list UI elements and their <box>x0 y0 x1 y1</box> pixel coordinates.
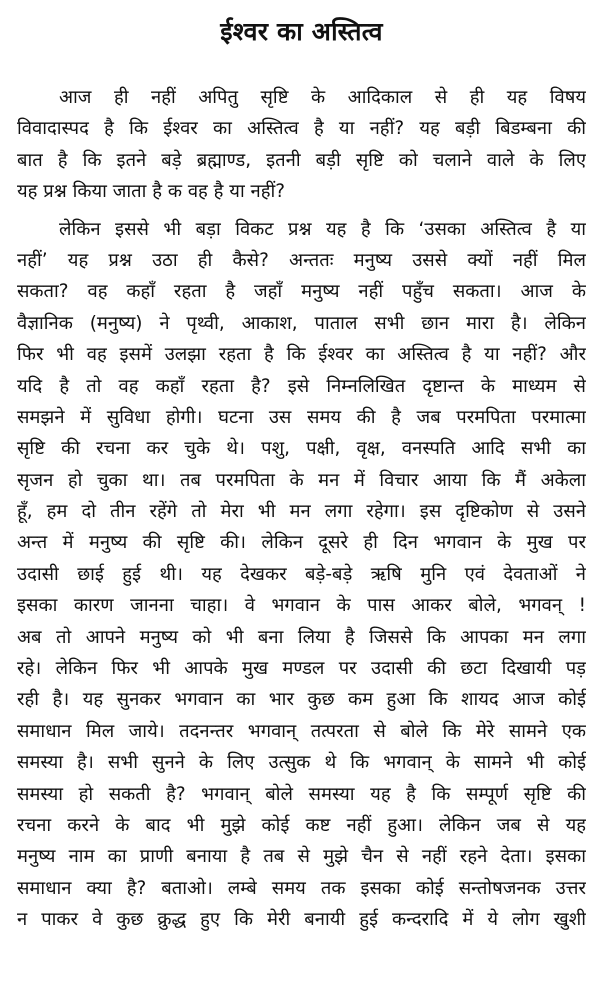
text-line: मनुष्य नाम का प्राणी बनाया है तब से मुझे चैन से नहीं रहने देता। इसका <box>17 846 586 868</box>
text-line: यदि है तो वह कहाँ रहता है? इसे निम्नलिखित दृष्टान्त के माध्यम से <box>17 375 586 397</box>
text-line: फिर भी वह इसमें उलझा रहता है कि ईश्वर का अस्तित्व है या नहीं? और <box>17 344 586 366</box>
text-line: रही है। यह सुनकर भगवान का भार कुछ कम हुआ कि शायद आज कोई <box>17 689 586 711</box>
page-title: ईश्वर का अस्तित्व <box>220 17 383 46</box>
paragraph-2 <box>17 214 586 936</box>
text-line: समस्या है। सभी सुनने के लिए उत्सुक थे कि भगवान् के सामने भी कोई <box>17 752 586 774</box>
paragraph-1 <box>17 82 586 208</box>
text-line: अब तो आपने मनुष्य को भी बना लिया है जिससे कि आपका मन लगा <box>17 626 586 648</box>
text-line: सृष्टि की रचना कर चुके थे। पशु, पक्षी, वृक्ष, वनस्पति आदि सभी का <box>17 438 586 460</box>
text-line: उदासी छाई हुई थी। यह देखकर बड़े-बड़े ऋषि मुनि एवं देवताओं ने <box>17 563 586 585</box>
text-line: रहे। लेकिन फिर भी आपके मुख मण्डल पर उदासी की छटा दिखायी पड़ <box>17 658 586 680</box>
text-line: नहीं’ यह प्रश्न उठा ही कैसे? अन्ततः मनुष्य उससे क्यों नहीं मिल <box>17 249 586 271</box>
text-line: रचना करने के बाद भी मुझे कोई कष्ट नहीं हुआ। लेकिन जब से यह <box>17 814 586 836</box>
text-line: हूँ, हम दो तीन रहेंगे तो मेरा भी मन लगा रहेगा। इस दृष्टिकोण से उसने <box>17 501 586 523</box>
text-line: बात है कि इतने बड़े ब्रह्माण्ड, इतनी बड़ी सृष्टि को चलाने वाले के लिए <box>17 149 586 171</box>
text-line: अन्त में मनुष्य की सृष्टि की। लेकिन दूसरे ही दिन भगवान के मुख पर <box>17 532 586 554</box>
text-line: न पाकर वे कुछ क्रुद्ध हुए कि मेरी बनायी हुई कन्दरादि में ये लोग खुशी <box>17 909 586 931</box>
text-line: आज ही नहीं अपितु सृष्टि के आदिकाल से ही यह विषय <box>59 87 586 108</box>
text-line: सृजन हो चुका था। तब परमपिता के मन में विचार आया कि मैं अकेला <box>17 469 586 491</box>
text-line: विवादास्पद है कि ईश्वर का अस्तित्व है या नहीं? यह बड़ी बिडम्बना की <box>17 118 586 140</box>
text-line: लेकिन इससे भी बड़ा विकट प्रश्न यह है कि ‘उसका अस्तित्व है या <box>59 218 586 240</box>
text-line: यह प्रश्न किया जाता है क वह है या नहीं? <box>17 181 286 203</box>
text-line: समाधान क्या है? बताओ। लम्बे समय तक इसका कोई सन्तोषजनक उत्तर <box>17 877 586 899</box>
text-line: समझने में सुविधा होगी। घटना उस समय की है जब परमपिता परमात्मा <box>17 406 586 428</box>
text-line: समाधान मिल जाये। तदनन्तर भगवान् तत्परता से बोले कि मेरे सामने एक <box>17 720 586 742</box>
text-line: समस्या हो सकती है? भगवान् बोले समस्या यह है कि सम्पूर्ण सृष्टि की <box>17 783 586 805</box>
text-line: वैज्ञानिक (मनुष्य) ने पृथ्वी, आकाश, पाताल सभी छान मारा है। लेकिन <box>17 312 586 334</box>
text-line: सकता? वह कहाँ रहता है जहाँ मनुष्य नहीं पहुँच सकता। आज के <box>17 281 586 303</box>
text-line: इसका कारण जानना चाहा। वे भगवान के पास आकर बोले, भगवन् ! <box>17 595 586 617</box>
